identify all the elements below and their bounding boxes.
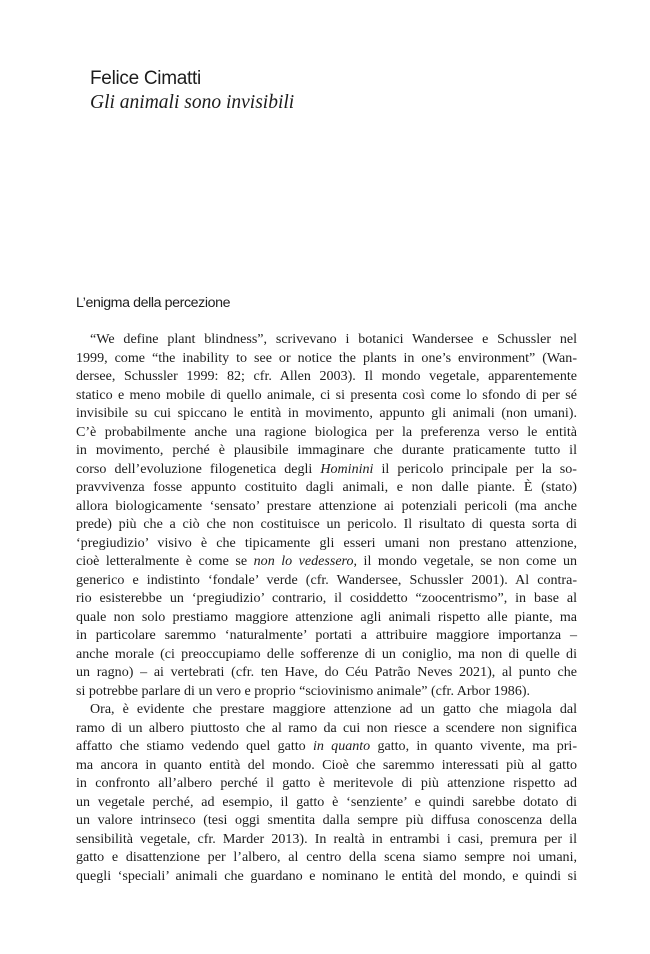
chapter-title: Gli animali sono invisibili [90,92,295,113]
text-line [76,867,577,886]
text-line [76,774,577,793]
text-line [76,719,577,738]
text-line [76,663,577,682]
italic-text: non lo vedessero [253,553,354,569]
text-line [76,404,577,423]
text-segment: rio esisterebbe un ‘pregiudizio’ contrario, il cosiddetto “zoocentrismo”, in base al [76,590,577,606]
text-line [76,626,577,645]
text-segment: in movimento, perché è plausibile immaginare che durante praticamente tutto il [76,442,577,458]
text-line [76,645,577,664]
text-segment: 1999, come “the inability to see or notice the plants in one’s environment” (Wan- [76,349,577,366]
text-segment: gatto e disattenzione per l’albero, al centro della scena siamo sempre noi umani, [76,849,577,865]
text-line [76,700,577,719]
text-line [76,441,577,460]
text-segment: un ragno) – ai vertebrati (cfr. ten Have, do Céu Patrão Neves 2021), al punto che [76,664,577,680]
text-segment: allora biologicamente ‘sensato’ prestare attenzione ai potenziali pericoli (ma anche [76,497,577,514]
text-segment: quale non solo prestiamo maggiore attenzione agli animali rispetto alle piante, ma [76,608,577,625]
text-segment: in confronto all’albero perché il gatto è meritevole di più attenzione rispetto ad [76,775,577,791]
text-line [76,552,577,571]
text-segment: un vegetale perché, ad esempio, il gatto è ‘senziente’ e quindi sarebbe dotato di [76,793,577,810]
text-line [76,793,577,812]
text-segment: sensibilità vegetale, cfr. Marder 2013). In realtà in entrambi i casi, premura per il [76,830,577,847]
text-segment: in particolare saremmo ‘naturalmente’ portati a attribuire maggiore importanza – [76,627,577,643]
text-line [76,386,577,405]
text-line [76,811,577,830]
text-segment: generico e indistinto ‘fondale’ verde (cfr. Wandersee, Schussler 2001). Al contra- [76,571,577,588]
text-segment: C’è probabilmente anche una ragione biologica per la preferenza verso le entità [76,423,577,440]
text-line [76,515,577,534]
text-segment: , il mondo vegetale, se non come un [353,553,577,569]
text-line [76,330,577,349]
text-segment: quegli ‘speciali’ animali che guardano e nominano le entità del mondo, e quindi si [76,867,577,884]
text-line [76,497,577,516]
text-line [76,571,577,590]
text-line [76,830,577,849]
text-line [76,460,577,479]
text-segment: gatto, in quanto vivente, ma pri- [370,738,577,754]
text-segment: pravvivenza fosse appunto costituito dagli animali, e non dalle piante. È (stato) [76,479,577,495]
text-segment: ramo di un albero piuttosto che al ramo da cui non riesce a scendere non significa [76,719,577,736]
text-segment: si potrebbe parlare di un vero e proprio “sciovinismo animale” (cfr. Arbor 1986). [76,682,531,699]
text-line [76,682,577,701]
section-heading: L’enigma della percezione [76,295,231,311]
text-segment: un valore intrinseco (tesi oggi smentita dalla sempre più diffusa conoscenza della [76,812,577,828]
text-segment: ma ancora in quanto entità del mondo. Cioè che saremmo interessati più al gatto [76,756,577,773]
text-line [76,478,577,497]
text-line [76,737,577,756]
text-segment: dersee, Schussler 1999: 82; cfr. Allen 2003). Il mondo vegetale, apparentemente [76,368,577,384]
text-segment: il pericolo principale per la so- [373,460,577,477]
body-text [76,330,577,885]
text-line [76,589,577,608]
text-segment: corso dell’evoluzione filogenetica degli [76,460,321,477]
text-segment: “We define plant blindness”, scrivevano i botanici Wandersee e Schussler nel [90,331,577,347]
text-segment: Ora, è evidente che prestare maggiore attenzione ad un gatto che miagola dal [90,701,577,717]
text-line [76,848,577,867]
text-line [76,534,577,553]
paragraph [76,700,577,885]
text-segment: statico e meno mobile di quello animale, ci si presenta così come lo sfondo di per sé [76,386,577,403]
text-line [76,349,577,368]
text-segment: affatto che stiamo vedendo quel gatto [76,738,313,754]
text-line [76,367,577,386]
text-segment: invisibile su cui spiccano le entità in movimento, appunto gli animali (non umani). [76,405,577,421]
text-segment: prede) più che a ciò che non costituisce un pericolo. Il risultato di questa sorta di [76,516,577,532]
text-line [76,756,577,775]
paragraph [76,330,577,700]
italic-text: in quanto [312,738,371,754]
italic-text: Hominini [320,460,374,477]
text-line [76,423,577,442]
text-line [76,608,577,627]
text-segment: cioè letteralmente è come se [76,553,254,569]
text-segment: anche morale (ci preoccupiamo delle sofferenze di un coniglio, ma non di quelle di [76,645,577,662]
text-segment: ‘pregiudizio’ visivo è che tipicamente gli esseri umani non prestano attenzione, [76,534,577,551]
chapter-author: Felice Cimatti [90,68,201,89]
